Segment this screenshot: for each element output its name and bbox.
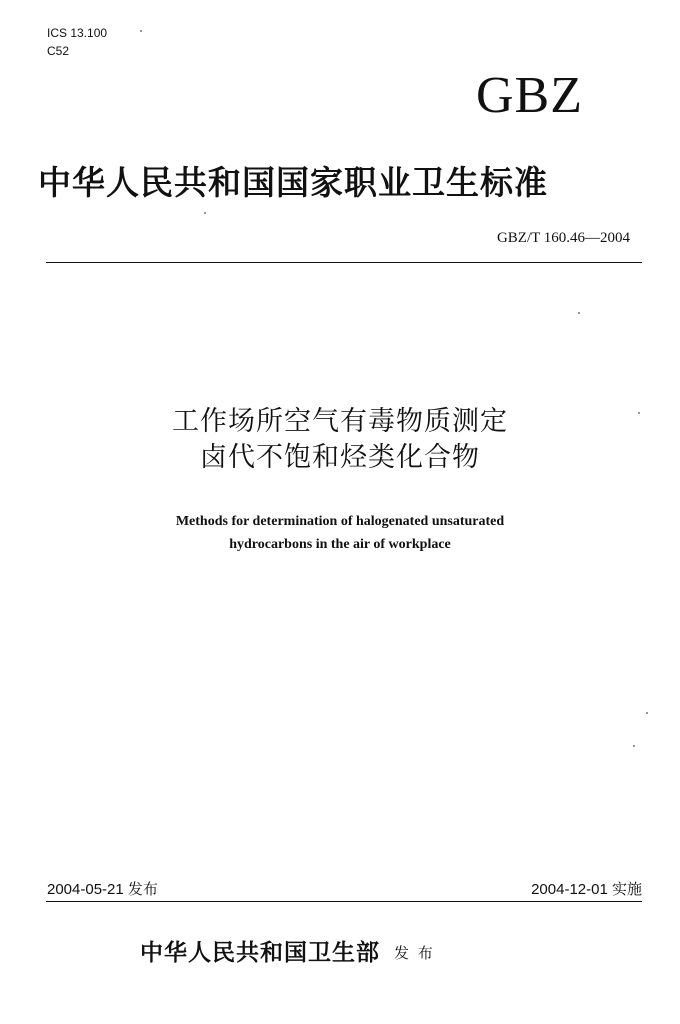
issue-date: 2004-05-21 发布 bbox=[47, 881, 158, 898]
scan-speck bbox=[578, 312, 580, 314]
publisher-line bbox=[140, 938, 560, 968]
footer-divider bbox=[46, 901, 642, 902]
ics-code: ICS 13.100 bbox=[47, 26, 108, 40]
scan-speck bbox=[633, 745, 635, 747]
scan-speck bbox=[204, 212, 206, 214]
standard-number: GBZ/T 160.46—2004 bbox=[496, 230, 630, 246]
implementation-date: 2004-12-01 实施 bbox=[531, 881, 642, 898]
publisher-name: 中华人民共和国卫生部 bbox=[140, 939, 380, 966]
scan-speck bbox=[140, 30, 142, 32]
title-en-line-2: hydrocarbons in the air of workplace bbox=[229, 537, 451, 552]
gbz-logo: GBZ bbox=[476, 67, 583, 124]
classification-code: C52 bbox=[47, 44, 70, 58]
publisher-suffix: 发 布 bbox=[394, 944, 435, 962]
title-cn-line-1: 工作场所空气有毒物质测定 bbox=[172, 406, 508, 437]
document-title-english bbox=[90, 510, 590, 556]
document-title-chinese bbox=[90, 404, 590, 476]
title-cn-line-2: 卤代不饱和烃类化合物 bbox=[200, 442, 480, 473]
scan-speck bbox=[646, 712, 648, 714]
title-en-line-1: Methods for determination of halogenated unsaturated bbox=[175, 514, 505, 529]
standard-category-title: 中华人民共和国国家职业卫生标准 bbox=[38, 163, 548, 202]
scan-speck bbox=[638, 412, 640, 414]
header-divider bbox=[46, 262, 642, 263]
